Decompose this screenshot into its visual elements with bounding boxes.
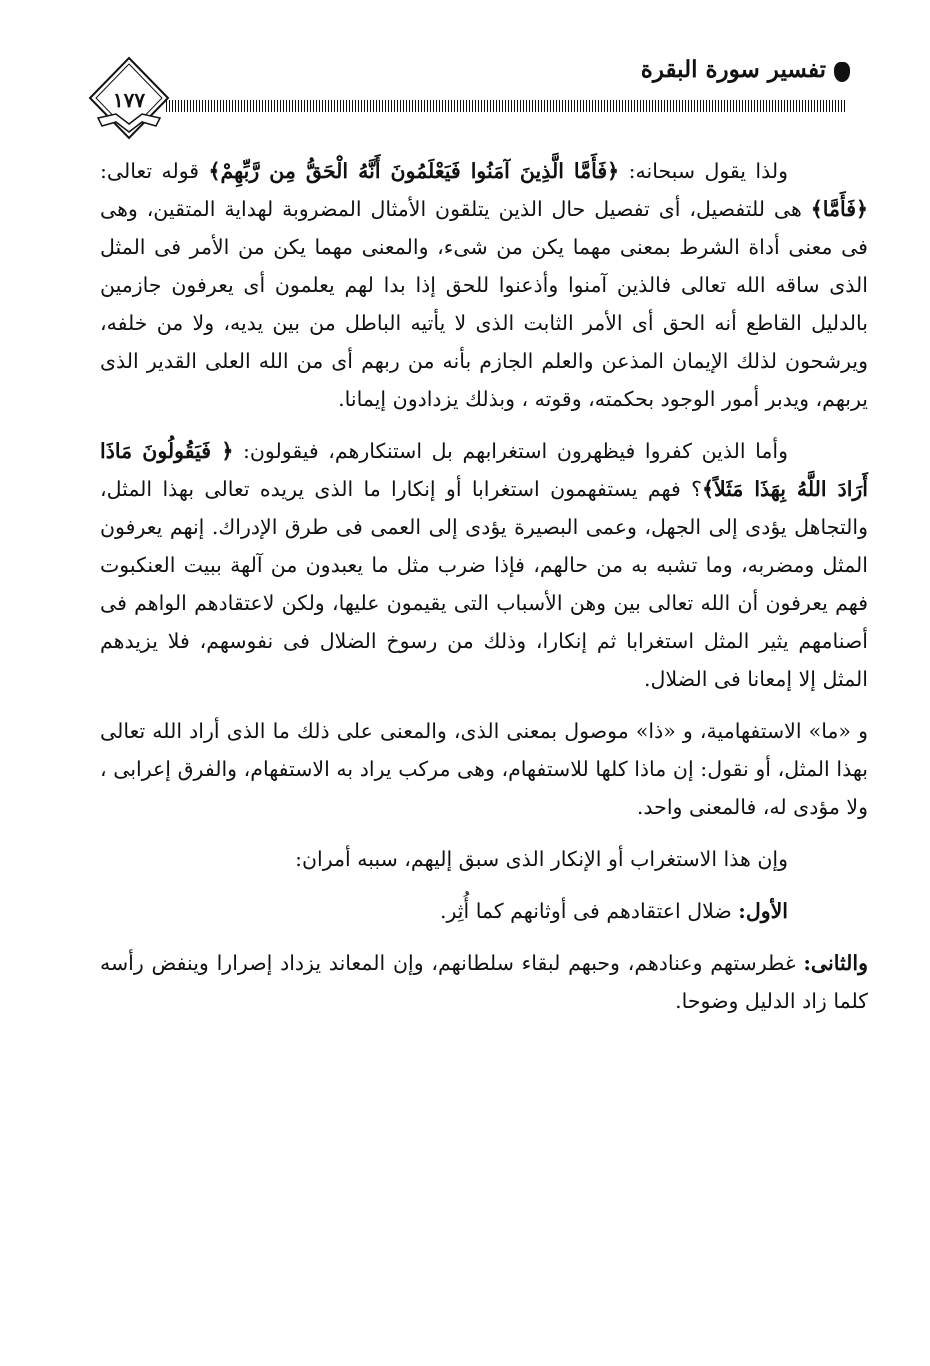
paragraph-4: وإن هذا الاستغراب أو الإنكار الذى سبق إليهم، سببه أمران: <box>295 847 788 871</box>
quran-quote: ﴿فَأَمَّا﴾ <box>810 197 868 221</box>
paragraph-6 <box>100 944 868 1020</box>
text-run: غطرستهم وعنادهم، وحبهم لبقاء سلطانهم، وإن المعاند يزداد إصرارا وينفض رأسه كلما زاد الدليل وضوحا. <box>100 951 868 1013</box>
title-bullet-icon <box>834 62 850 82</box>
page-body <box>100 152 868 1020</box>
header-ornament-rule <box>166 100 846 112</box>
running-title: تفسير سورة البقرة <box>640 56 826 83</box>
point-label: والثانى: <box>803 951 868 975</box>
paragraph-2 <box>100 432 868 698</box>
text-run: هى للتفصيل، أى تفصيل حال الذين يتلقون الأمثال المضروبة لهداية المتقين، وهى فى معنى أداة الشرط بمعنى مهما يكن من شىء، والمعنى مهما يكن من الأمر فى المثل الذى ساقه الله تعالى فالذين آمنوا وأذعنوا للحق إذا بدا لهم يعلمون أى يعرفون جازمين بالدليل القاطع أنه الحق أى الأمر الثابت الذى لا يأتيه الباطل من بين يديه، ولا من خلفه، ويرشحون لذلك الإيمان المذعن والعلم الجازم بأنه من ربهم أى من الله العلى القدير الذى يربهم، ويدبر أمور الوجود بحكمته، وقوته ، وبذلك يزدادون إيمانا. <box>100 197 868 411</box>
text-run: ؟ فهم يستفهمون استغرابا أو إنكارا ما الذى يريده تعالى بهذا المثل، والتجاهل يؤدى إلى الجهل، وعمى البصيرة يؤدى إلى العمى فى طرق الإدراك. إنهم يعرفون المثل ومضربه، وما تشبه به من حالهم، فإذا ضرب مثل ما يعبدون من آلهة ببيت العنكبوت فهم يعرفون أن الله تعالى بين وهن الأسباب التى يقيمون عليها، ولكن لاعتقادهم الواهم فى أصنامهم يثير المثل استغرابا ثم إنكارا، وذلك من رسوخ الضلال فى نفوسهم، فلا يزيدهم المثل إلا إمعانا فى الضلال. <box>100 477 868 691</box>
quran-quote: ﴿فَأَمَّا الَّذِينَ آمَنُوا فَيَعْلَمُونَ أَنَّهُ الْحَقُّ مِن رَّبِّهِمْ﴾ <box>208 159 620 183</box>
text-run: وأما الذين كفروا فيظهرون استغرابهم بل استنكارهم، فيقولون: <box>233 439 788 463</box>
text-run: ولذا يقول سبحانه: <box>619 159 788 183</box>
page-header <box>86 54 856 140</box>
text-run: ضلال اعتقادهم فى أوثانهم كما أُثِر. <box>439 899 739 923</box>
point-label: الأول: <box>738 899 788 923</box>
page-number: ١٧٧ <box>112 88 146 112</box>
paragraph-5 <box>100 892 868 930</box>
paragraph-3: و «ما» الاستفهامية، و «ذا» موصول بمعنى الذى، والمعنى على ذلك ما الذى أراد الله تعالى بهذا المثل، أو نقول: إن ماذا كلها للاستفهام، وهى مركب يراد به الاستفهام، والفرق إعرابى ، ولا مؤدى له، فالمعنى واحد. <box>100 719 868 819</box>
text-run: قوله تعالى: <box>100 159 209 183</box>
quran-quote: ﴿ فَيَقُولُونَ مَاذَا أَرَادَ اللَّهُ بِهَذَا مَثَلاً﴾ <box>100 439 868 501</box>
paragraph-1 <box>100 152 868 418</box>
